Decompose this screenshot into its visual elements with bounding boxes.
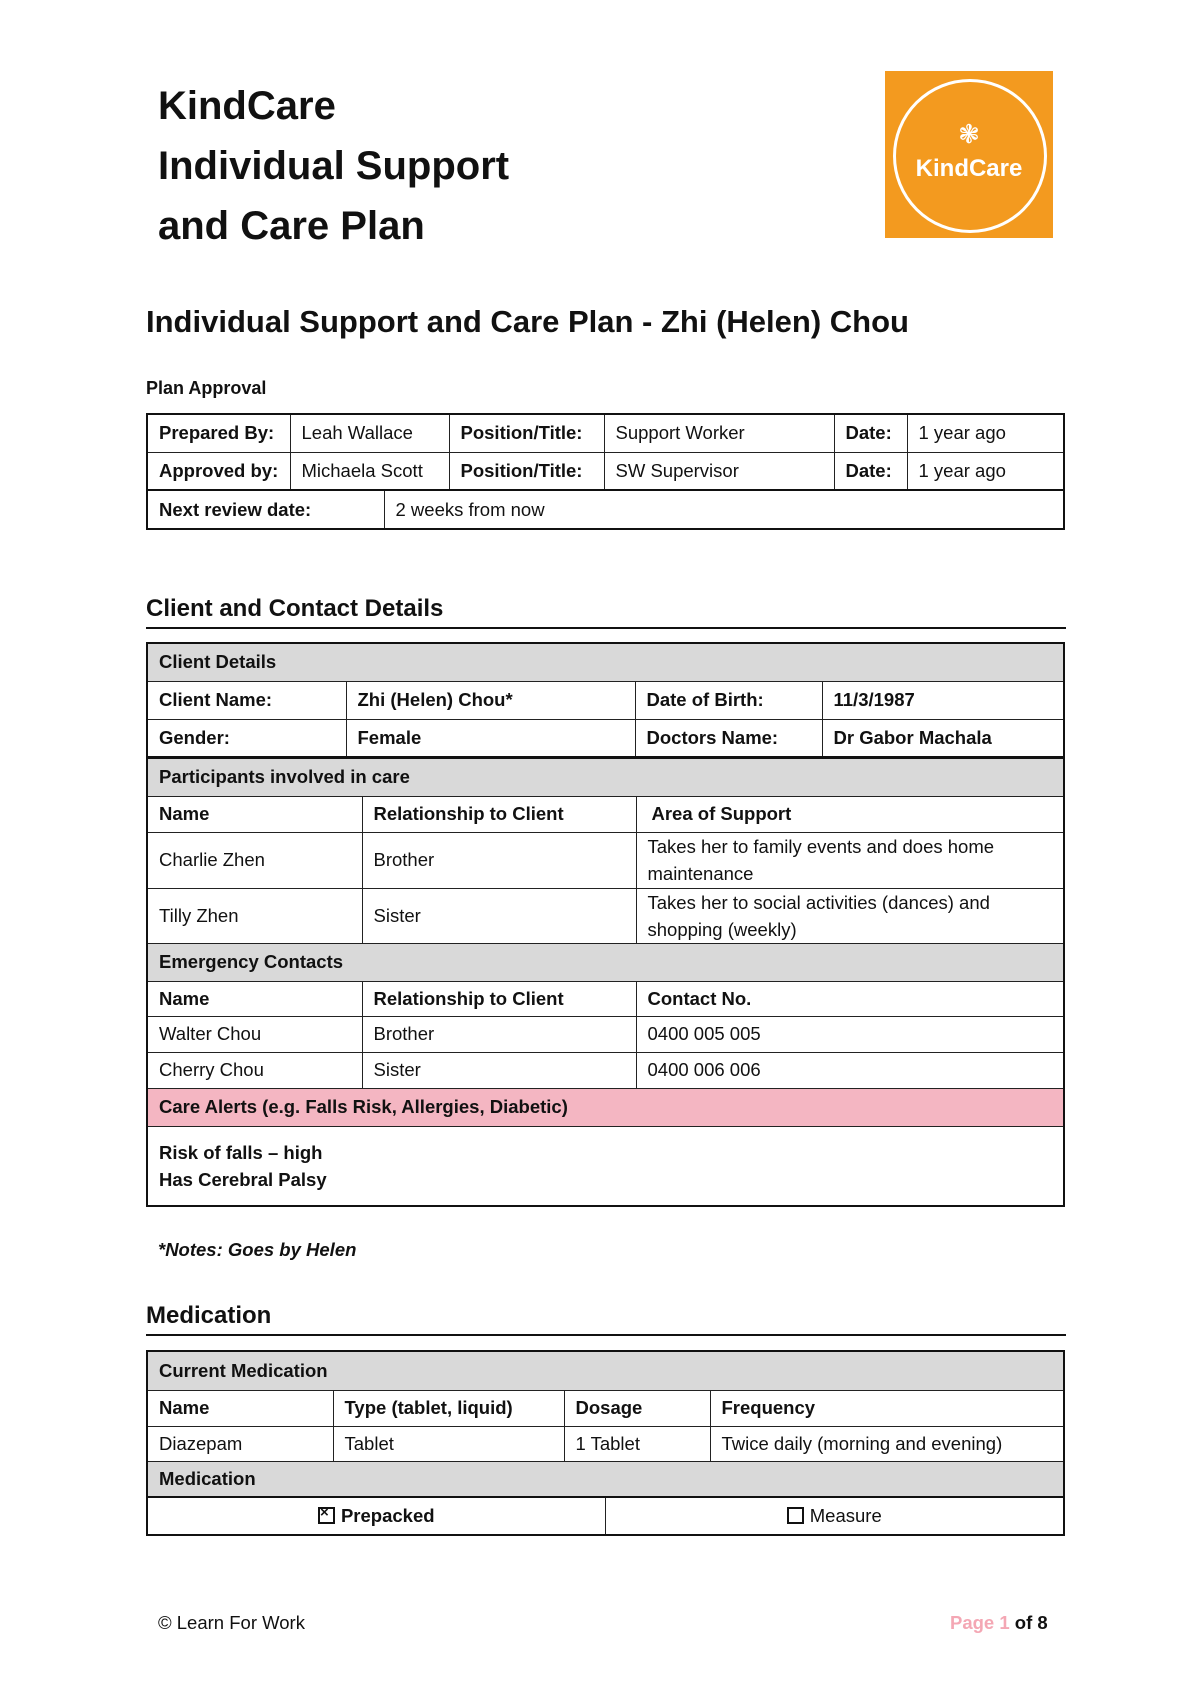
medication-form-header: Medication [147,1461,1064,1497]
gender-value: Female [346,719,635,757]
plan-heading: Individual Support and Care Plan - Zhi (Helen) Chou [146,304,909,339]
plan-approval-label: Plan Approval [146,378,267,398]
participants-table [146,757,1065,1207]
client-name-label: Client Name: [147,681,346,719]
logo-text: KindCare [915,155,1023,182]
table-row [147,832,1064,888]
medication-table [146,1350,1065,1498]
emergency-relationship: Brother [362,1016,636,1052]
column-header: Name [147,1390,333,1426]
date-label: Date: [834,414,907,452]
table-row [147,1052,1064,1088]
client-name-value: Zhi (Helen) Chou* [346,681,635,719]
column-header: Contact No. [636,981,1064,1016]
kindcare-logo [885,71,1053,238]
care-alerts-content [147,1126,1064,1206]
medication-form-table [146,1496,1065,1536]
participants-header: Participants involved in care [147,758,1064,796]
prepared-by-label: Prepared By: [147,414,290,452]
doctor-label: Doctors Name: [635,719,822,757]
checkbox-checked-icon[interactable] [318,1507,335,1524]
medication-name: Diazepam [147,1426,333,1461]
emergency-contact: 0400 005 005 [636,1016,1064,1052]
care-alert-item: Has Cerebral Palsy [159,1168,327,1190]
approved-position-value: SW Supervisor [604,452,834,490]
plan-approval-table [146,413,1065,491]
emergency-header: Emergency Contacts [147,943,1064,981]
emergency-name: Walter Chou [147,1016,362,1052]
current-medication-header: Current Medication [147,1351,1064,1390]
prepacked-option[interactable] [147,1497,605,1535]
table-row [147,1426,1064,1461]
checkbox-unchecked-icon[interactable] [787,1507,804,1524]
dob-label: Date of Birth: [635,681,822,719]
doctor-value: Dr Gabor Machala [822,719,1064,757]
emergency-name: Cherry Chou [147,1052,362,1088]
approved-by-value: Michaela Scott [290,452,449,490]
client-details-header: Client Details [147,643,1064,681]
footer-copyright: © Learn For Work [158,1612,305,1633]
participant-relationship: Brother [362,832,636,888]
approved-date-value: 1 year ago [907,452,1064,490]
medication-frequency: Twice daily (morning and evening) [710,1426,1064,1461]
emergency-relationship: Sister [362,1052,636,1088]
emergency-contact: 0400 006 006 [636,1052,1064,1088]
approved-by-label: Approved by: [147,452,290,490]
participant-relationship: Sister [362,888,636,943]
position-label: Position/Title: [449,452,604,490]
medication-type: Tablet [333,1426,564,1461]
title-line-3: and Care Plan [158,204,425,248]
participant-area: Takes her to family events and does home maintenance [636,832,1064,888]
dob-value: 11/3/1987 [822,681,1064,719]
measure-label: Measure [809,1505,882,1526]
column-header: Name [147,981,362,1016]
care-alert-item: Risk of falls – high [159,1141,323,1163]
participant-name: Tilly Zhen [147,888,362,943]
document-title [158,76,509,256]
next-review-table [146,489,1065,530]
medication-dosage: 1 Tablet [564,1426,710,1461]
page-current: 1 [999,1612,1010,1633]
client-details-table [146,642,1065,758]
prepared-by-value: Leah Wallace [290,414,449,452]
flower-icon: ❃ [958,119,980,149]
next-review-label: Next review date: [147,490,384,529]
page-word: Page [950,1612,995,1633]
date-label: Date: [834,452,907,490]
next-review-value: 2 weeks from now [384,490,1064,529]
column-header: Area of Support [636,796,1064,832]
page-number [950,1612,1048,1634]
table-row [147,888,1064,943]
client-section-title: Client and Contact Details [146,595,1066,629]
of-word: of [1014,1612,1033,1633]
prepared-position-value: Support Worker [604,414,834,452]
prepacked-label: Prepacked [340,1505,435,1526]
column-header: Relationship to Client [362,796,636,832]
care-alerts-header: Care Alerts (e.g. Falls Risk, Allergies, Diabetic) [147,1088,1064,1126]
column-header: Relationship to Client [362,981,636,1016]
column-header: Dosage [564,1390,710,1426]
participant-name: Charlie Zhen [147,832,362,888]
medication-section-title: Medication [146,1302,1066,1336]
column-header: Name [147,796,362,832]
position-label: Position/Title: [449,414,604,452]
page-total: 8 [1037,1612,1048,1633]
title-line-1: KindCare [158,84,336,128]
notes: *Notes: Goes by Helen [158,1239,357,1260]
measure-option[interactable] [605,1497,1064,1535]
column-header: Frequency [710,1390,1064,1426]
title-line-2: Individual Support [158,144,510,188]
prepared-date-value: 1 year ago [907,414,1064,452]
participant-area: Takes her to social activities (dances) and shopping (weekly) [636,888,1064,943]
column-header: Type (tablet, liquid) [333,1390,564,1426]
table-row [147,1016,1064,1052]
gender-label: Gender: [147,719,346,757]
